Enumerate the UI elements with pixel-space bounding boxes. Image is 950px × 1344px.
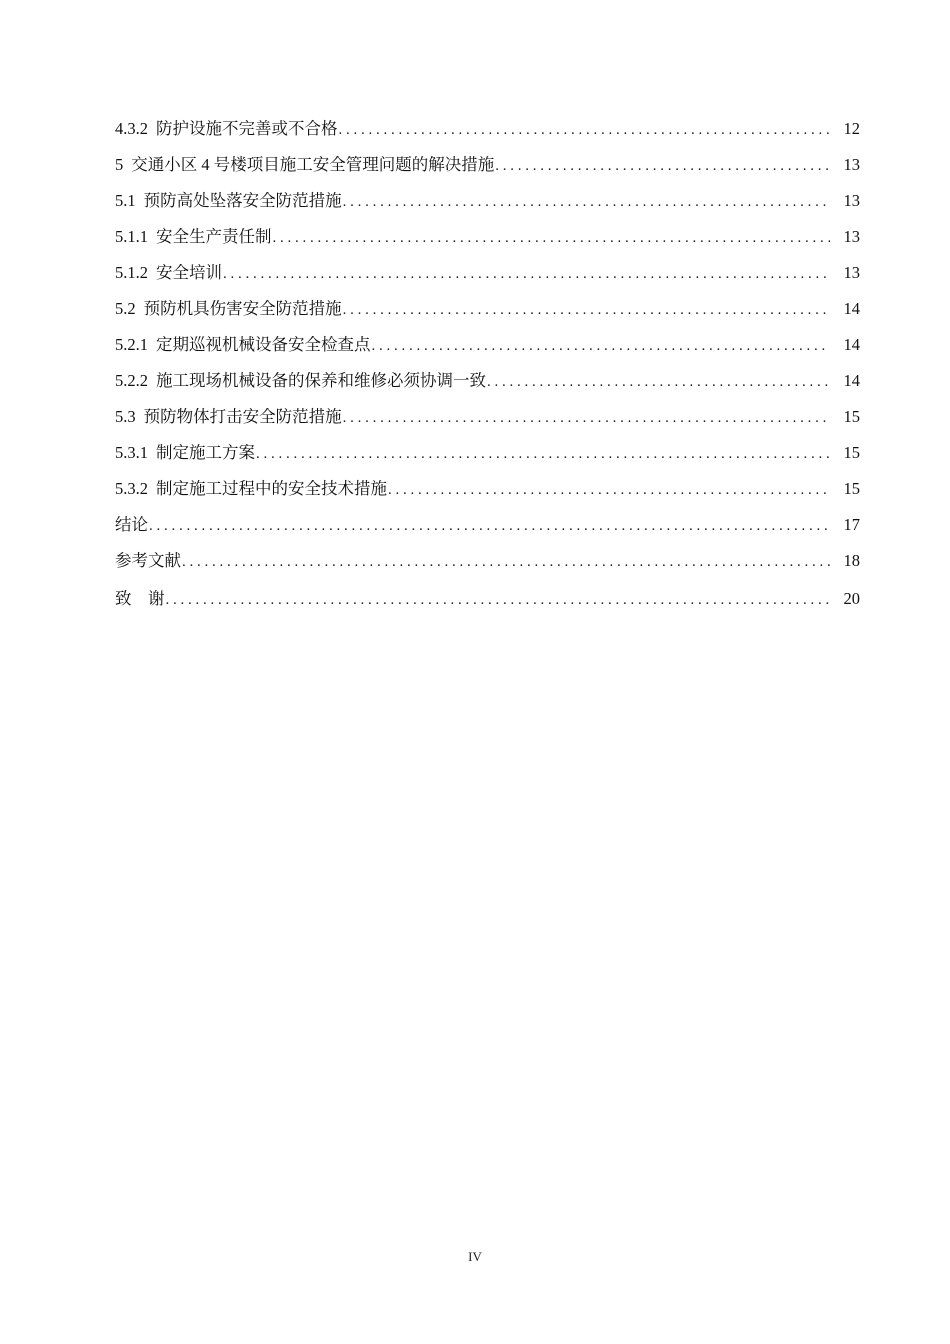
toc-entry-text: 预防机具伤害安全防范措施 xyxy=(143,299,342,318)
toc-page-number: 14 xyxy=(843,299,860,318)
toc-page-number: 18 xyxy=(843,551,860,570)
toc-page-number: 13 xyxy=(843,263,860,282)
dot-leader xyxy=(339,119,831,141)
dot-leader xyxy=(256,443,830,465)
toc-entry-text: 施工现场机械设备的保养和维修必须协调一致 xyxy=(156,371,486,390)
toc-page-number: 15 xyxy=(843,407,860,426)
toc-entry-text: 防护设施不完善或不合格 xyxy=(156,119,338,138)
toc-entry-title xyxy=(115,226,272,248)
toc-entry-number: 5.1.1 xyxy=(115,227,148,246)
dot-leader xyxy=(223,263,830,285)
toc-entry-number: 5.2.1 xyxy=(115,335,148,354)
toc-entry[interactable] xyxy=(115,406,860,442)
toc-entry-title xyxy=(115,190,342,212)
toc-page-number: 13 xyxy=(843,155,860,174)
toc-entry[interactable] xyxy=(115,118,860,154)
toc-page-number: 15 xyxy=(843,479,860,498)
toc-entry[interactable] xyxy=(115,334,860,370)
dot-leader xyxy=(343,191,830,213)
toc-entry[interactable] xyxy=(115,298,860,334)
toc-entry-title xyxy=(115,478,387,500)
toc-entry-title xyxy=(115,550,181,572)
toc-entry-text: 参考文献 xyxy=(115,551,181,570)
dot-leader xyxy=(182,551,830,573)
toc-entry-number: 5.2 xyxy=(115,299,136,318)
toc-entry-text: 交通小区 4 号楼项目施工安全管理问题的解决措施 xyxy=(131,155,495,174)
toc-entry-number: 5.3.1 xyxy=(115,443,148,462)
toc-entry-title xyxy=(115,588,165,610)
dot-leader xyxy=(343,407,830,429)
toc-entry-title xyxy=(115,514,148,536)
toc-page-number: 17 xyxy=(843,515,860,534)
dot-leader xyxy=(343,299,830,321)
toc-entry-title xyxy=(115,154,494,176)
toc-entry[interactable] xyxy=(115,154,860,190)
toc-entry-title xyxy=(115,406,342,428)
toc-page-number: 13 xyxy=(843,227,860,246)
toc-entry-title xyxy=(115,262,222,284)
toc-entry-references[interactable] xyxy=(115,550,860,586)
table-of-contents xyxy=(115,118,860,626)
toc-entry-number: 5.1.2 xyxy=(115,263,148,282)
toc-entry[interactable] xyxy=(115,442,860,478)
toc-page-number: 20 xyxy=(843,589,860,608)
toc-entry-text: 安全生产责任制 xyxy=(156,227,272,246)
toc-entry-title xyxy=(115,370,486,392)
toc-entry[interactable] xyxy=(115,226,860,262)
toc-entry[interactable] xyxy=(115,190,860,226)
toc-entry-text: 安全培训 xyxy=(156,263,222,282)
page-footer-number: IV xyxy=(468,1249,482,1264)
toc-entry-acknowledgements[interactable] xyxy=(115,586,860,626)
toc-entry-number: 5.3.2 xyxy=(115,479,148,498)
toc-entry-text: 制定施工过程中的安全技术措施 xyxy=(156,479,387,498)
toc-entry-number: 5.1 xyxy=(115,191,136,210)
toc-entry[interactable] xyxy=(115,370,860,406)
toc-page-number: 14 xyxy=(843,335,860,354)
toc-entry-text: 致 谢 xyxy=(115,589,165,608)
toc-page-number: 13 xyxy=(843,191,860,210)
dot-leader xyxy=(388,479,830,501)
toc-page-number: 15 xyxy=(843,443,860,462)
toc-entry-conclusion[interactable] xyxy=(115,514,860,550)
dot-leader xyxy=(166,589,831,611)
toc-entry-text: 制定施工方案 xyxy=(156,443,255,462)
toc-entry-number: 5.3 xyxy=(115,407,136,426)
dot-leader xyxy=(372,335,831,357)
toc-entry-title xyxy=(115,442,255,464)
toc-page-number: 14 xyxy=(843,371,860,390)
dot-leader xyxy=(487,371,830,393)
toc-entry-number: 5 xyxy=(115,155,124,174)
toc-entry-number: 5.2.2 xyxy=(115,371,148,390)
toc-entry-number: 4.3.2 xyxy=(115,119,148,138)
dot-leader xyxy=(149,515,830,537)
toc-entry[interactable] xyxy=(115,262,860,298)
toc-entry-text: 结论 xyxy=(115,515,148,534)
toc-entry-text: 预防高处坠落安全防范措施 xyxy=(143,191,342,210)
toc-entry-title xyxy=(115,298,342,320)
toc-entry[interactable] xyxy=(115,478,860,514)
toc-entry-title xyxy=(115,118,338,140)
toc-entry-text: 预防物体打击安全防范措施 xyxy=(143,407,342,426)
dot-leader xyxy=(495,155,830,177)
toc-page-number: 12 xyxy=(843,119,860,138)
dot-leader xyxy=(273,227,831,249)
toc-entry-text: 定期巡视机械设备安全检查点 xyxy=(156,335,371,354)
toc-entry-title xyxy=(115,334,371,356)
